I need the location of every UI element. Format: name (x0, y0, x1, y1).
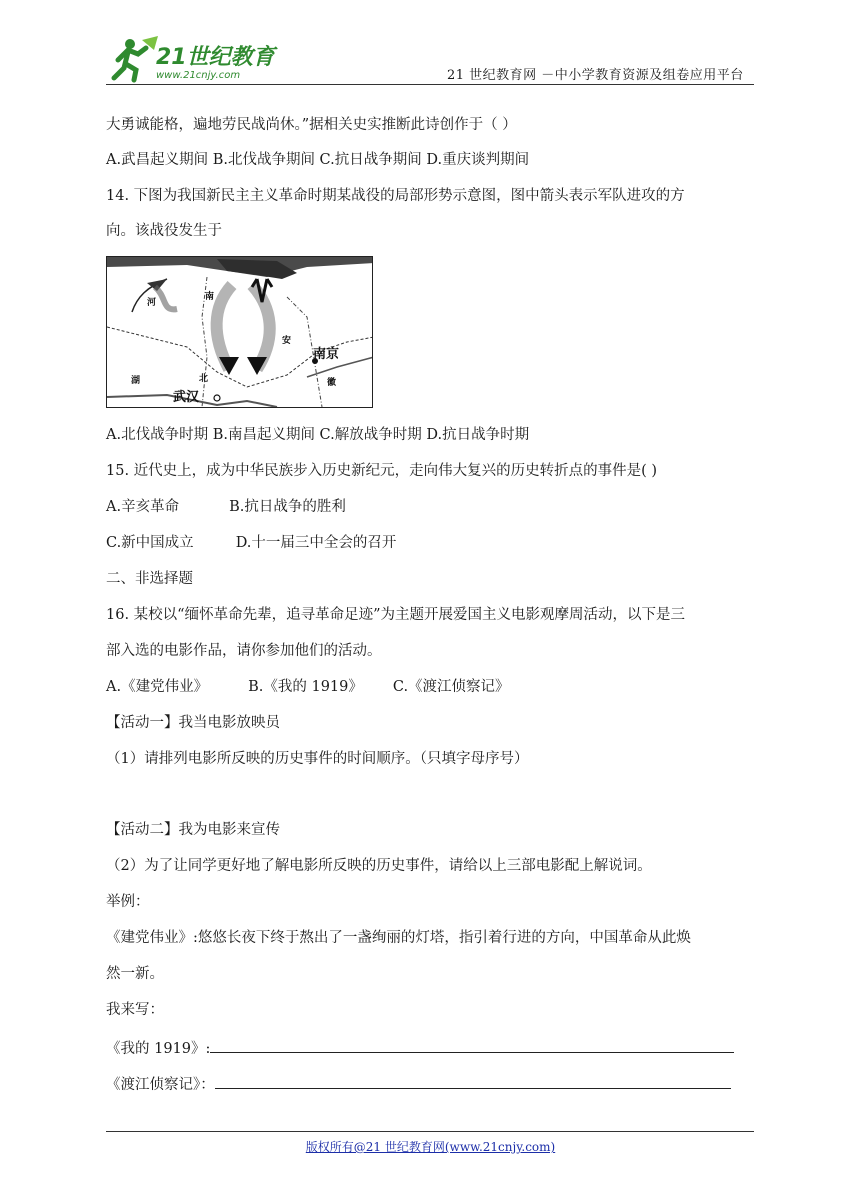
q14-stem-line1: 14. 下图为我国新民主主义革命时期某战役的局部形势示意图，图中箭头表示军队进攻的方 (106, 188, 685, 204)
answer-blank-1919[interactable] (210, 1037, 734, 1053)
q16-films (106, 677, 510, 697)
answer-blank-dujiang[interactable] (215, 1073, 731, 1089)
q14-stem-line2: 向。该战役发生于 (106, 223, 222, 239)
activity-two-heading: 【活动二】我为电影来宣传 (106, 822, 280, 838)
svg-text:徽: 徽 (327, 378, 337, 388)
q15-options-row1 (106, 497, 346, 517)
svg-text:湖: 湖 (131, 376, 141, 386)
footer-copyright-link[interactable]: 版权所有@21 世纪教育网(www.21cnjy.com) (305, 1140, 556, 1154)
svg-text:南: 南 (205, 292, 215, 302)
example-text-line2: 然一新。 (106, 966, 164, 982)
q15-option-c: C.新中国成立 (106, 535, 194, 551)
battle-map (107, 257, 373, 408)
q13-options: A.武昌起义期间 B.北伐战争期间 C.抗日战争期间 D.重庆谈判期间 (106, 152, 530, 168)
site-logo (108, 34, 288, 84)
site-header-label: 21 世纪教育网 －中小学教育资源及组卷应用平台 (447, 68, 744, 83)
svg-text:www.21cnjy.com: www.21cnjy.com (156, 70, 241, 81)
footer-divider (106, 1131, 754, 1132)
activity-one-heading: 【活动一】我当电影放映员 (106, 715, 280, 731)
film-a: A.《建党伟业》 (106, 679, 209, 695)
svg-text:安: 安 (282, 336, 292, 346)
q16-part2: （2）为了让同学更好地了解电影所反映的历史事件，请给以上三部电影配上解说词。 (106, 858, 652, 874)
map-label-nanjing: 南京 (313, 347, 340, 362)
example-text-line1: 《建党伟业》:悠悠长夜下终于熬出了一盏绚丽的灯塔，指引着行进的方向，中国革命从此焕 (106, 930, 691, 946)
q15-option-b: B.抗日战争的胜利 (229, 499, 346, 515)
map-label-wuhan: 武汉 (173, 390, 200, 405)
answer-label-1919: 《我的 1919》: (106, 1041, 211, 1057)
q16-stem-line2: 部入选的电影作品，请你参加他们的活动。 (106, 643, 382, 659)
svg-text:河: 河 (147, 298, 157, 308)
q15-option-d: D.十一届三中全会的召开 (235, 535, 397, 551)
answer-label-dujiang: 《渡江侦察记》： (106, 1077, 215, 1093)
film-c: C.《渡江侦察记》 (392, 679, 510, 695)
q15-option-a: A.辛亥革命 (106, 499, 180, 515)
example-label: 举例： (106, 894, 150, 910)
film-b: B.《我的 1919》 (248, 679, 363, 695)
write-prompt: 我来写： (106, 1002, 164, 1018)
battle-map-figure (106, 256, 373, 408)
svg-text:北: 北 (199, 374, 209, 384)
q15-stem: 15. 近代史上，成为中华民族步入历史新纪元，走向伟大复兴的历史转折点的事件是( ) (106, 463, 658, 479)
answer-line-dujiang (106, 1073, 731, 1095)
section-heading: 二、非选择题 (106, 571, 193, 587)
answer-line-1919 (106, 1037, 734, 1059)
svg-text:21世纪教育: 21世纪教育 (156, 45, 275, 70)
q16-stem-line1: 16. 某校以“缅怀革命先辈，追寻革命足迹”为主题开展爱国主义电影观摩周活动，以下是三 (106, 607, 685, 623)
q13-stem-end: 大勇诚能格，遍地劳民战尚休。”据相关史实推断此诗创作于（ ） (106, 117, 517, 133)
q15-options-row2 (106, 533, 396, 553)
q16-part1: （1）请排列电影所反映的历史事件的时间顺序。（只填字母序号） (106, 751, 529, 767)
q14-options: A.北伐战争时期 B.南昌起义期间 C.解放战争时期 D.抗日战争时期 (106, 427, 530, 443)
header-divider (106, 84, 754, 85)
runner-logo-icon (108, 34, 288, 84)
